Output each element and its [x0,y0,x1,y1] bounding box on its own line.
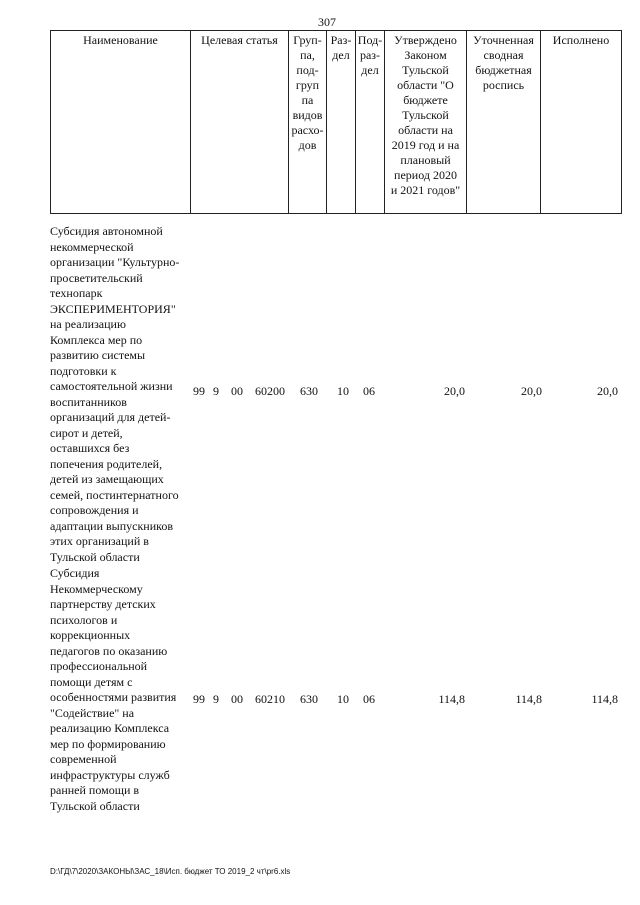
executed-value: 114,8 [591,692,618,706]
target-code-3: 00 [231,692,243,706]
target-code-1: 99 [193,384,205,398]
header-target: Целевая статья [191,31,289,214]
header-executed: Исполнено [541,31,622,214]
row-name: Субсидия Некоммерческому партнерству детских психологов и коррекционных педагогов по оказанию профессиональной помощи детям с особенностями развития "Содействие" на реализацию Комплекса мер по формированию современной инфраструктуры служб ранней помощи в Тульской области [50,566,177,813]
table-header [50,30,622,214]
executed-value: 20,0 [597,384,618,398]
approved-value: 20,0 [444,384,465,398]
header-section: Раз- дел [327,31,356,214]
table-row [50,224,630,564]
approved-value: 114,8 [438,692,465,706]
target-code-4: 60210 [255,692,285,706]
file-path-footer: D:\ГД\7\2020\ЗАКОНЫ\ЗАС_18\Исп. бюджет ТО 2019_2 чт\pr6.xls [50,867,291,876]
row-name: Субсидия автономной некоммерческой организации "Культурно- просветительский технопарк ЭКСПЕРИМЕНТОРИЯ" на реализацию Комплекса мер по развитию системы подготовки к самостоятельной жизни воспитанников организаций для детей- сирот и детей, оставшихся без попечения родителей, детей из замещающих семей, постинтернатного сопровождения и адаптации выпускников этих организаций в Тульской области [50,224,180,564]
target-code-3: 00 [231,384,243,398]
revised-value: 20,0 [521,384,542,398]
header-approved: Утверждено Законом Тульской области "О бюджете Тульской области на 2019 год и на плановый период 2020 и 2021 годов" [385,31,467,214]
target-code-4: 60200 [255,384,285,398]
subsection-code: 06 [363,384,375,398]
group-code: 630 [300,384,318,398]
table-row [50,566,630,826]
section-code: 10 [337,692,349,706]
header-revised: Уточненная сводная бюджетная роспись [467,31,541,214]
target-code-2: 9 [213,692,219,706]
group-code: 630 [300,692,318,706]
header-group: Груп- па, под- груп па видов расхо- дов [289,31,327,214]
target-code-1: 99 [193,692,205,706]
page-number: 307 [318,15,336,29]
revised-value: 114,8 [515,692,542,706]
header-subsection: Под- раз- дел [356,31,385,214]
header-name: Наименование [51,31,191,214]
target-code-2: 9 [213,384,219,398]
section-code: 10 [337,384,349,398]
subsection-code: 06 [363,692,375,706]
